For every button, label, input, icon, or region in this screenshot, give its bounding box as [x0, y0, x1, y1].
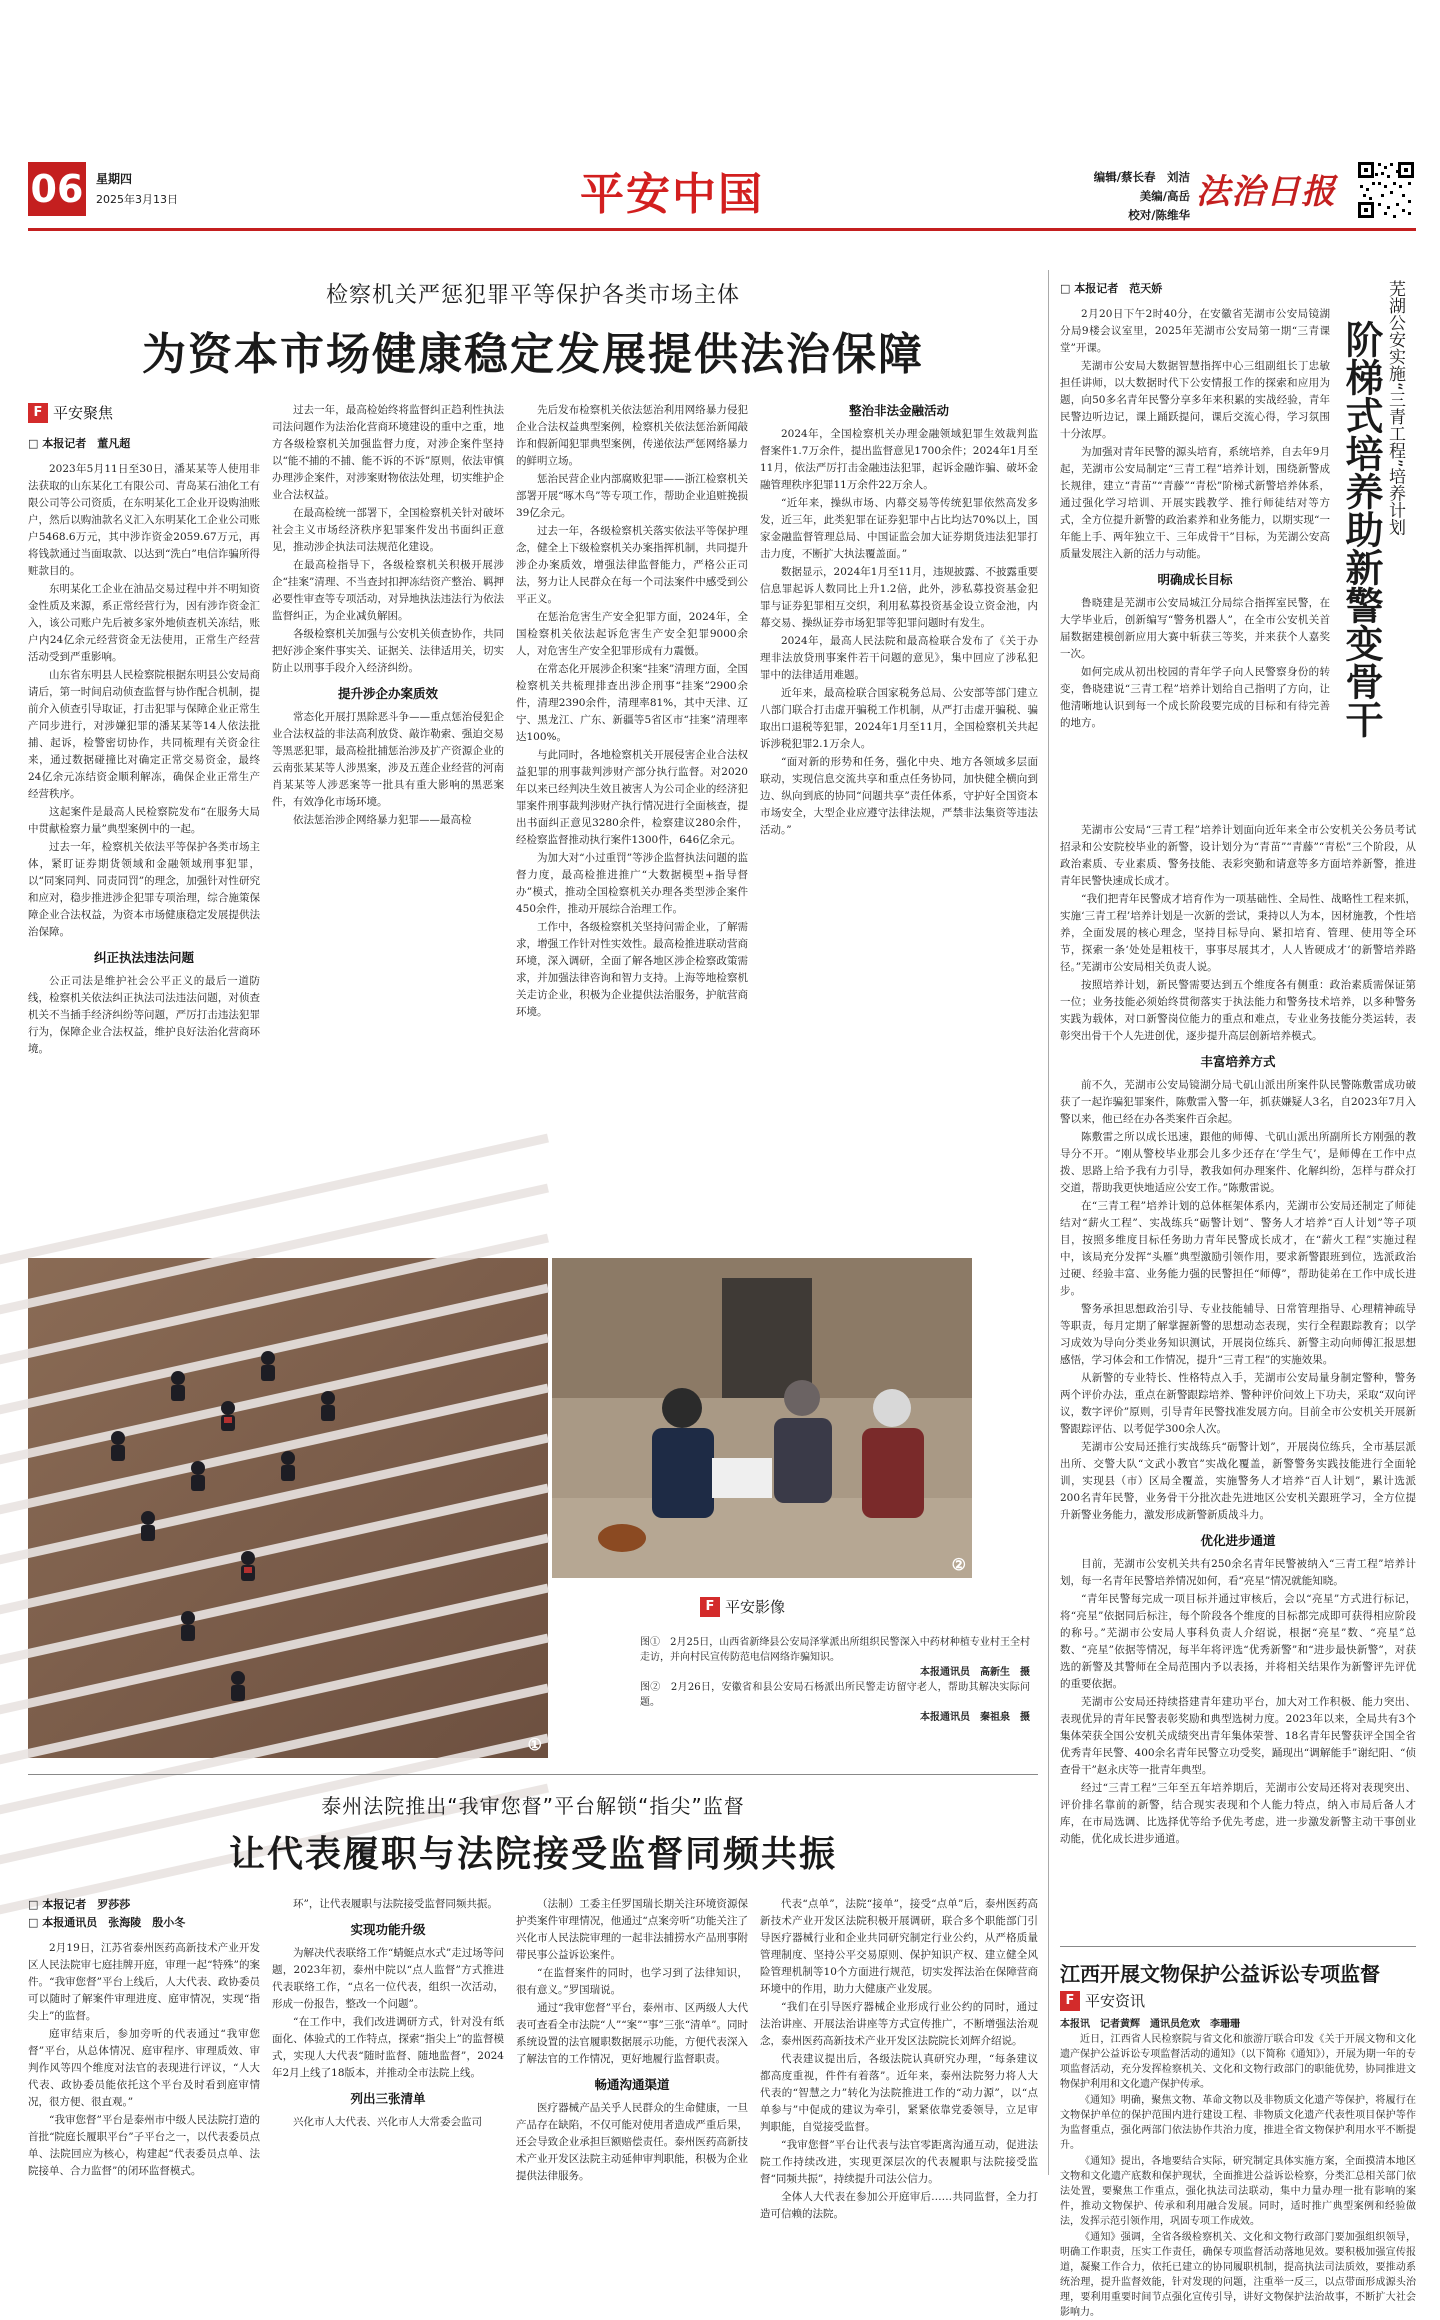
- caption-1: 图① 2月25日，山西省新绛县公安局泽掌派出所组织民警深入中药材种植专业村王全村走访，并向村民宣传防范电信网络诈骗知识。: [640, 1637, 1030, 1663]
- caption-2: 图② 2月26日，安徽省和县公安局石杨派出所民警走访留守老人，帮助其解决实际问题。: [640, 1682, 1030, 1708]
- divider: [1060, 1946, 1416, 1947]
- side1-body-top: 2月20日下午2时40分，在安徽省芜湖市公安局镜湖分局9楼会议室里，2025年芜湖市公安局第一期“三青课堂”开课。 芜湖市公安局大数据智慧指挥中心三组副组长丁忠敏担任讲师，以大数据时代下公安情报工作的探索和应用为题，向50多名青年民警分享多年来积累的实战经验，青年民警边听边记，课上踊跃提问，课后交流心得，学习氛围十分浓厚。 为加强对青年民警的源头培育，系统培养，自去年9月起，芜湖市公安局制定“三青工程”培养计划，围绕新警成长规律，建立“青苗”“青藤”“青松”阶梯式新警培养体系，通过强化学习培训、开展实践教学、推行师徒结对等方式，全方位提升新警的政治素养和业务能力，以期实现“一年能上手、两年独立干、三年成骨干”目标，为芜湖公安高质量发展注入新的活力与动能。 明确成长目标 鲁晓建是芜湖市公安局城江分局综合指挥室民警，在大学毕业后，创新编写“警务机器人”，在全市公安机关首届数据建模创新应用大赛中斩获三等奖，并来获个人嘉奖一次。 如何完成从初出校园的青年学子向人民警察身份的转变，鲁晓建说“三青工程”培养计划给自己指明了方向，让他清晰地认识到每一个成长阶段要完成的目标和有待完善的地方。: [1060, 308, 1330, 729]
- subhead: 实现功能升级: [350, 1922, 426, 1937]
- section-tag: F 平安聚焦: [28, 402, 260, 423]
- page-title: 平安中国: [580, 169, 764, 220]
- divider: [28, 1774, 1038, 1775]
- subhead: 提升涉企办案质效: [337, 686, 438, 701]
- article2-byline-reporter: □ 本报记者 罗莎莎: [28, 1898, 131, 1911]
- article1-body: 2023年5月11日至30日，潘某某等人使用非法获取的山东某化工有限公司、青岛某石油化工有限公司等公司资质，在东明某化工企业开设购油账户，然后以购油款名义汇入东明某化工企业公司账户5468.6万元，其中涉诈资金2059.67万元，再将钱款通过当面取款、以达到“洗白”电信诈骗所得赃款目的。 东明某化工企业在油品交易过程中并不明知资金性质及来源，系正常经营行为，因有涉诈资金汇入，该公司账户先后被多家外地侦查机关冻结，账户内24亿余元经营资金无法使用，正常生产经营活动受到严重影响。 山东省东明县人民检察院根据东明县公安局商请后，第一时间启动侦查监督与协作配合机制，提前介入侦查引导取证，打击犯罪与保障企业正常生产同步进行，对涉嫌犯罪的潘某某等14人依法批捕、起诉，检警密切协作，共同梳理有关资金往来，通过数据碰撞比对确定正常交易资金，最终24亿余元冻结资金顺利解冻，确保企业正常生产经营秩序。 这起案件是最高人民检察院发布“在服务大局中贯献检察力量”典型案例中的一起。 过去一年，检察机关依法平等保护各类市场主体，紧盯证券期货领域和金融领域刑事犯罪，以“同案同判、同责同罚”的理念，加强针对性研究和应对，稳步推进涉企犯罪专项治理，综合施策保障企业合法权益，为资本市场健康稳定发展提供法治保障。 纠正执法违法问题 公正司法是维护社会公平正义的最后一道防线，检察机关依法纠正执法司法违法问题，对侦查机关不当插手经济纠纷等问题，严厉打击违法犯罪行为，保障企业合法权益，维护良好法治化营商环境。: [28, 463, 260, 1055]
- article1-headline: 为资本市场健康稳定发展提供法治保障: [142, 329, 924, 380]
- side2-headline: 江西开展文物保护公益诉讼专项监督: [1060, 1962, 1380, 1986]
- paper-name: 法治日报: [1196, 172, 1336, 212]
- side2-byline: 本报讯 记者黄辉 通讯员危欢 李珊珊: [1060, 2019, 1240, 2030]
- column-divider: [1048, 270, 1049, 2175]
- subhead: 整治非法金融活动: [848, 403, 949, 418]
- photo-police-visit: [552, 1258, 972, 1578]
- article1-kicker: 检察机关严惩犯罪平等保护各类市场主体: [325, 283, 740, 308]
- article2-byline-correspondents: □ 本报通讯员 张海陵 殷小冬: [28, 1916, 186, 1929]
- side2-body: F 平安资讯 本报讯 记者黄辉 通讯员危欢 李珊珊 近日，江西省人民检察院与省文化和旅游厅联合印发《关于开展文物和文化遗产保护公益诉讼专项监督活动的通知》（以下简称《通知》），开展为期一年的专项监督活动，充分发挥检察机关、文化和文物行政部门的职能优势，协同推进文物保护利用和文化遗产保护传承。 《通知》明确，聚焦文物、革命文物以及非物质文化遗产等保护，将履行在文物保护单位的保护范围内进行建设工程、非物质文化遗产代表性项目保护等作为监督重点，强化两部门依法协作共治力度，推进全省文物保护利用水平不断提升。 《通知》提出，各地要结合实际，研究制定具体实施方案，全面摸清本地区文物和文化遗产底数和保护现状，全面推进公益诉讼检察，分类汇总相关部门依法处置，要聚焦工作重点，强化执法司法联动，集中力量办理一批有影响的案件，推动文物保护、传承和利用融合发展。同时，适时推广典型案例和经验做法，发挥示范引领作用，巩固专项工作成效。 《通知》强调，全省各级检察机关、文化和文物行政部门要加强组织领导，明确工作职责，压实工作责任，确保专项监督活动落地见效。要积极加强宣传报道，凝聚工作合力，依托已建立的协同履职机制，提高执法司法质效，要推动系统治理，提升监督效能，针对发现的问题，注重举一反三，以点带面形成源头治理，要利用重要时间节点强化宣传引导，讲好文物保护法治故事，不断扩大社会影响力。: [1060, 1992, 1416, 2318]
- designer-line: 美编/高岳: [1139, 189, 1190, 203]
- subhead: 畅通沟通渠道: [594, 2077, 670, 2092]
- article2-col3: （法制）工委主任罗国瑞长期关注环境资源保护类案件审理情况，他通过“点案旁听”功能关注了兴化市人民法院审理的一起非法捕捞水产品刑事附带民事公益诉讼案件。 “在监督案件的同时，也学习到了法律知识，很有意义。”罗国瑞说。 通过“我审您督”平台，泰州市、区两级人大代表可查看全市法院“人”“案”“事”三张“清单”。同时系统设置的法官履职数据展示功能，方便代表深入了解法官的工作情况，更好地履行监督职责。 畅通沟通渠道 医疗器械产品关乎人民群众的生命健康，一旦产品存在缺陷，不仅可能对使用者造成严重后果，还会导致企业承担巨额赔偿责任。泰州医药高新技术产业开发区法院主动延伸审判职能，积极为企业提供法律服务。: [516, 1898, 748, 2182]
- article1-col4: 整治非法金融活动 2024年，全国检察机关办理金融领域犯罪生效裁判监督案件1.7万余件，提出监督意见1700余件；2024年1月至11月，依法严厉打击金融违法犯罪，起诉金融诈骗、破坏金融管理秩序犯罪11万余件22万余人。 “近年来，操纵市场、内幕交易等传统犯罪依然高发多发，近三年，此类犯罪在证券犯罪中占比均达70%以上，国家金融监督管理总局、中国证监会加大证券期货违法犯罪打击力度，不断扩大执法覆盖面。” 数据显示，2024年1月至11月，违规披露、不披露重要信息罪起诉人数同比上升1.2倍，此外，涉私募投资基金犯罪与证券犯罪相互交织，利用私募投资基金设立资金池，内幕交易、操纵证券市场犯罪等犯罪问题时有发生。 2024年，最高人民法院和最高检联合发布了《关于办理非法放贷刑事案件若干问题的意见》，集中回应了涉私犯罪中的法律适用难题。 近年来，最高检联合国家税务总局、公安部等部门建立八部门联合打击虚开骗税工作机制，从严打击虚开骗税、骗取出口退税等犯罪，2024年1月至11月，全国检察机关共起诉涉税犯罪2.1万余人。 “面对新的形势和任务，强化中央、地方各领域多层面联动，实现信息交流共享和重点任务协同，加快健全横向到边、纵向到底的协同“问题共享”责任体系，守护好全国资本市场安全，大型企业应遵守法律法规，严禁非法集资等违法活动。”: [760, 403, 1038, 836]
- article2-col4: 代表“点单”，法院“接单”，接受“点单”后，泰州医药高新技术产业开发区法院积极开展调研，联合多个职能部门引导医疗器械行业和企业共同研究制定行业公约，从严格质量管理制度、坚持公平交易原则、保护知识产权、建立健全风险管理机制等10个方面进行规范，切实发挥法治在保障营商环境中的作用，助力大健康产业发展。 “我们在引导医疗器械企业形成行业公约的同时，通过法治讲座、开展法治讲座等方式宣传推广，不断增强法治观念，泰州医药高新技术产业开发区法院院长刘辉介绍说。 代表建议提出后，各级法院认真研究办理，“每条建议都高度重视，件件有着落”。近年来，泰州法院努力将人大代表的“智慧之力”转化为法院推进工作的“动力源”，以“点单参与”中促成的建议为牵引，紧紧依靠党委领导，立足审判职能，自觉接受监督。 “我审您督”平台让代表与法官零距离沟通互动，促进法院工作持续改进，实现更深层次的代表履职与法院接受监督“同频共振”，持续提升司法公信力。 全体人大代表在参加公开庭审后……共同监督，全力打造可信赖的法院。: [760, 1898, 1038, 2220]
- section-logo-icon: F: [28, 403, 48, 423]
- photo-marker-2: ②: [951, 1555, 966, 1574]
- photo-caption-block: [560, 1596, 1030, 1766]
- section-tag: F 平安影像: [700, 1596, 1030, 1617]
- side1-headline: 阶梯式培养助新警变骨干: [1339, 320, 1383, 738]
- article2-col2: 环”，让代表履职与法院接受监督同频共振。 实现功能升级 为解决代表联络工作“蜻蜓点水式”走过场等问题，2023年初，泰州中院以“点人监督”方式推进代表联络工作，“点名一位代表，组织一次活动，形成一份报告，整改一个问题”。 “在工作中，我们改进调研方式，针对没有纸面化、体验式的工作特点，探索“指尖上”的监督模式，实现人大代表“随时监督、随地监督”，2024年2月上线了18版本，并推动全市法院上线。 列出三张清单 兴化市人大代表、兴化市人大常委会监司: [272, 1898, 504, 2128]
- side1-byline: □ 本报记者 范天娇: [1060, 282, 1163, 295]
- editor-credits: [1060, 168, 1190, 225]
- subhead: 纠正执法违法问题: [93, 950, 194, 965]
- side1-kicker: 芜湖公安实施“三青工程”培养计划: [1385, 280, 1405, 536]
- section-tag: F 平安资讯: [1060, 1990, 1416, 2011]
- article2-kicker: 泰州法院推出“我审您督”平台解锁“指尖”监督: [321, 1794, 745, 1818]
- section-logo-icon: F: [700, 1597, 720, 1617]
- editor-line: 编辑/蔡长春 刘洁: [1093, 170, 1190, 184]
- page-number: 06: [28, 162, 86, 216]
- subhead: 明确成长目标: [1157, 572, 1233, 587]
- subhead: 优化进步通道: [1200, 1533, 1276, 1548]
- subhead: 列出三张清单: [350, 2091, 426, 2106]
- article1-col2: 过去一年，最高检始终将监督纠正趋利性执法司法问题作为法治化营商环境建设的重中之重，地方各级检察机关加强监督力度，对涉企案件坚持以“能不捕的不捕、能不诉的不诉”原则，依法审慎办理涉企案件，对涉案财物依法处理，切实维护企业合法权益。 在最高检统一部署下，全国检察机关针对破坏社会主义市场经济秩序犯罪案件发出书面纠正意见，推动涉企执法司法规范化建设。 在最高检指导下，各级检察机关积极开展涉企“挂案”清理、不当查封扣押冻结资产整治、羁押必要性审查等专项活动，对异地执法违法行为依法监督纠正，为企业减负解困。 各级检察机关加强与公安机关侦查协作，共同把好涉企案件事实关、证据关、法律适用关，切实防止以刑事手段介入经济纠纷。 提升涉企办案质效 常态化开展打黑除恶斗争——重点惩治侵犯企业合法权益的非法高利放贷、敲诈勒索、强迫交易等黑恶犯罪，最高检批捕惩治涉及扩产资源企业的云南张某某等人涉黑案，涉及五莲企业经营的河南肖某某等人涉恶案等一批具有重大影响的黑恶案件，有效净化市场环境。 依法惩治涉企网络暴力犯罪——最高检: [272, 404, 504, 826]
- issue-date: 2025年3月13日: [96, 193, 178, 206]
- masthead-rule: [28, 228, 1416, 231]
- article1-col3: 先后发布检察机关依法惩治利用网络暴力侵犯企业合法权益典型案例，检察机关依法惩治新闻敲诈和假新闻犯罪典型案例，传递依法严惩网络暴力的鲜明立场。 惩治民营企业内部腐败犯罪——浙江检察机关部署开展“啄木鸟”等专项工作，帮助企业追赃挽损39亿余元。 过去一年，各级检察机关落实依法平等保护理念，健全上下级检察机关办案指挥机制，共同提升涉企办案质效，增强法律监督能力，严格公正司法，努力让人民群众在每一个司法案件中感受到公平正义。 在惩治危害生产安全犯罪方面，2024年，全国检察机关依法起诉危害生产安全犯罪9000余人，对危害生产安全犯罪形成有力震慑。 在常态化开展涉企积案“挂案”清理方面，全国检察机关共梳理排查出涉企刑事“挂案”2900余件，清理2390余件，清理率81%，其中天津、辽宁、黑龙江、广东、新疆等5省区市“挂案”清理率达100%。 与此同时，各地检察机关开展侵害企业合法权益犯罪的刑事裁判涉财产部分执行监督。对2020年以来已经判决生效且被害人为公司企业的经济犯罪案件刑事裁判涉财产执行情况进行全面核查，提出书面纠正意见3280余件，检察建议280余件，经检察监督推动执行案件1300件，646亿余元。 为加大对“小过重罚”等涉企监督执法问题的监督力度，最高检推进推广“大数据模型+指导督办”模式，推动全国检察机关办理各类型涉企案件450余件，推动开展综合治理工作。 工作中，各级检察机关坚持问需企业，了解需求，增强工作针对性实效性。最高检推进联动营商环境，深入调研，全面了解各地区涉企检察政策需求，并加强法律咨询和智力支持。上海等地检察机关走访企业，积极为企业提供法治服务，护航营商环境。: [516, 404, 748, 1018]
- side1-byline-wrap: [1060, 280, 1350, 300]
- caption-1-credit: 本报通讯员 高新生 摄: [920, 1667, 1030, 1678]
- section-logo-icon: F: [1060, 1991, 1080, 2011]
- photo-marker-1: ①: [527, 1735, 542, 1754]
- side1-body-bottom: 芜湖市公安局“三青工程”培养计划面向近年来全市公安机关公务员考试招录和公安院校毕业的新警，设计划分为“青苗”“青藤”“青松”三个阶段，从政治素质、专业素质、警务技能、表彩突勤和请意等多方面培养新警，推进青年民警快速成长成才。 “我们把青年民警成才培育作为一项基础性、全局性、战略性工程来抓，实施‘三青工程’培养计划是一次新的尝试，秉持以人为本，因材施教，个性培养，全面发展的核心理念，坚持目标导向、紧扣培育、管理、使用等全环节，探索一条‘处处是粗枝干，事事尽展其才，人人皆硬成才’的新警培养路径。”芜湖市公安局相关负责人说。 按照培养计划，新民警需要达到五个维度各有侧重：政治素质需保证第一位；业务技能必须始终贯彻落实于执法能力和警务技术培养，以多种警务实践为载体，对口新警岗位能力的重点和难点，专业业务技能分类运转，表彰突出骨干个人先进创优，逐步提升高层创新培养模式。 丰富培养方式 前不久，芜湖市公安局镜湖分局弋矶山派出所案件队民警陈敷雷成功破获了一起诈骗犯罪案件，陈敷雷入警一年，抓获嫌疑人3名，自2023年7月入警以来，他已经在办各类案件百余起。 陈敷雷之所以成长迅速，跟他的师傅、弋矶山派出所副所长方刚强的教导分不开。“刚从警校毕业那会儿多少还存在‘学生气’，是师傅在工作中点拨、思路上给予我有力引导，教我如何办理案件、化解纠纷，怎样与群众打交道，帮助我更快地适应公安工作。”陈敷雷说。 在“三青工程”培养计划的总体框架体系内，芜湖市公安局还制定了师徒结对“薪火工程”、实战练兵“砺警计划”、警务人才培养“百人计划”等子项目，按照多维度目标任务助力青年民警成长成才，在“薪火工程”实施过程中，该局充分发挥“头雁”典型激励引领作用，要求新警跟班到位，选派政治过硬、经验丰富、业务能力强的民警担任“师傅”，帮助徒弟在工作中成长进步。 警务承担思想政治引导、专业技能辅导、日常管理指导、心理精神疏导等职责，每月定期了解掌握新警的思想动态表现，实行全程跟踪教育；以学习成效为导向分类业务知识测试，开展岗位练兵、新警主动向师傅汇报思想感悟，学习体会和工作情况，提升“三青工程”的实施效果。 从新警的专业特长、性格特点入手，芜湖市公安局量身制定警种，警务两个评价办法，重点在新警跟踪培养、警种评价问效上下功夫，采取“双向评议，数字评价”原则，引导青年民警找准发展方向。目前全市公安机关开展新警跟踪评估、以考促学300余人次。 芜湖市公安局还推行实战练兵“砺警计划”，开展岗位练兵，全市基层派出所、交警大队“文武小教官”实战化覆盖，新警警务实践技能进行全面轮训，实现县（市）区局全覆盖，实施警务人才培养“百人计划”，累计选派200名青年民警，业务骨干分批次赴先进地区公安机关跟班学习，全方位提升新警业务能力，激发形成新警新质战斗力。 优化进步通道 目前，芜湖市公安机关共有250余名青年民警被纳入“三青工程”培养计划，每一名青年民警培养情况如何，看“亮星”情况就能知晓。 “青年民警每完成一项目标并通过审核后，会以“亮星”方式进行标记，将“亮星”依据同后标注，每个阶段各个维度的目标都完成即可获得相应阶段的称号。”芜湖市公安局人事科负责人介绍说，根据“亮星”数、“亮星”总数、“亮星”依据等情况，每半年将评选“优秀新警”和“进步最快新警”，对获选的新警及其警师在全局范围内予以表扬，并将相关结果作为新警评先评优的重要依据。 芜湖市公安局还持续搭建青年建功平台，加大对工作积极、能力突出、表现优异的青年民警表彰奖励和典型选树力度。2023年以来，全局共有3个集体荣获全国公安机关成绩突出青年集体荣誉、18名青年民警获评全国全省优秀青年民警、400余名青年民警立功受奖，踊现出“调解能手”谢纪阳、“侦查骨干”赵永庆等一批青年典型。 经过“三青工程”三年至五年培养期后，芜湖市公安局还将对表现突出、评价排名靠前的新警，结合现实表现和个人能力特点，纳入市局后备人才库，在市局选调、比选择优等给予优先考虑，进一步激发新警主动干事创业动能，优化成长进步通道。: [1060, 824, 1416, 1845]
- masthead: [0, 0, 1440, 240]
- subhead: 丰富培养方式: [1200, 1054, 1276, 1069]
- photo-farmland: [28, 1258, 548, 1758]
- article1-col1: [28, 402, 260, 1242]
- article2-col1: □ 本报记者 罗莎莎 □ 本报通讯员 张海陵 殷小冬 2月19日，江苏省泰州医药高新技术产业开发区人民法院审七庭挂牌开庭，审理一起“特殊”的案件。“我审您督”平台上线后，人大代表、政协委员可以随时了解案件审理进度、庭审情况，实现“指尖上”的监督。 庭审结束后，参加旁听的代表通过“我审您督”平台，从总体情况、庭审程序、审理质效、审判作风等四个维度对法官的表现进行评议，“人大代表、政协委员能依托这个平台及时看到庭审情况，很方便、很直观。” “我审您督”平台是泰州市中级人民法院打造的首批“院庭长履职平台”子平台之一，以代表委员点单、法院回应为核心，构建起“代表委员点单、法院接单、合力监督”的闭环监督模式。: [28, 1898, 260, 2177]
- caption-2-credit: 本报通讯员 秦祖泉 摄: [920, 1712, 1030, 1723]
- article2-headline: 让代表履职与法院接受监督同频共振: [228, 1834, 837, 1875]
- qr-code-icon: [1356, 160, 1416, 220]
- article1-byline: □ 本报记者 董凡超: [28, 437, 131, 450]
- proofreader-line: 校对/陈维华: [1128, 208, 1190, 222]
- weekday: 星期四: [96, 172, 133, 186]
